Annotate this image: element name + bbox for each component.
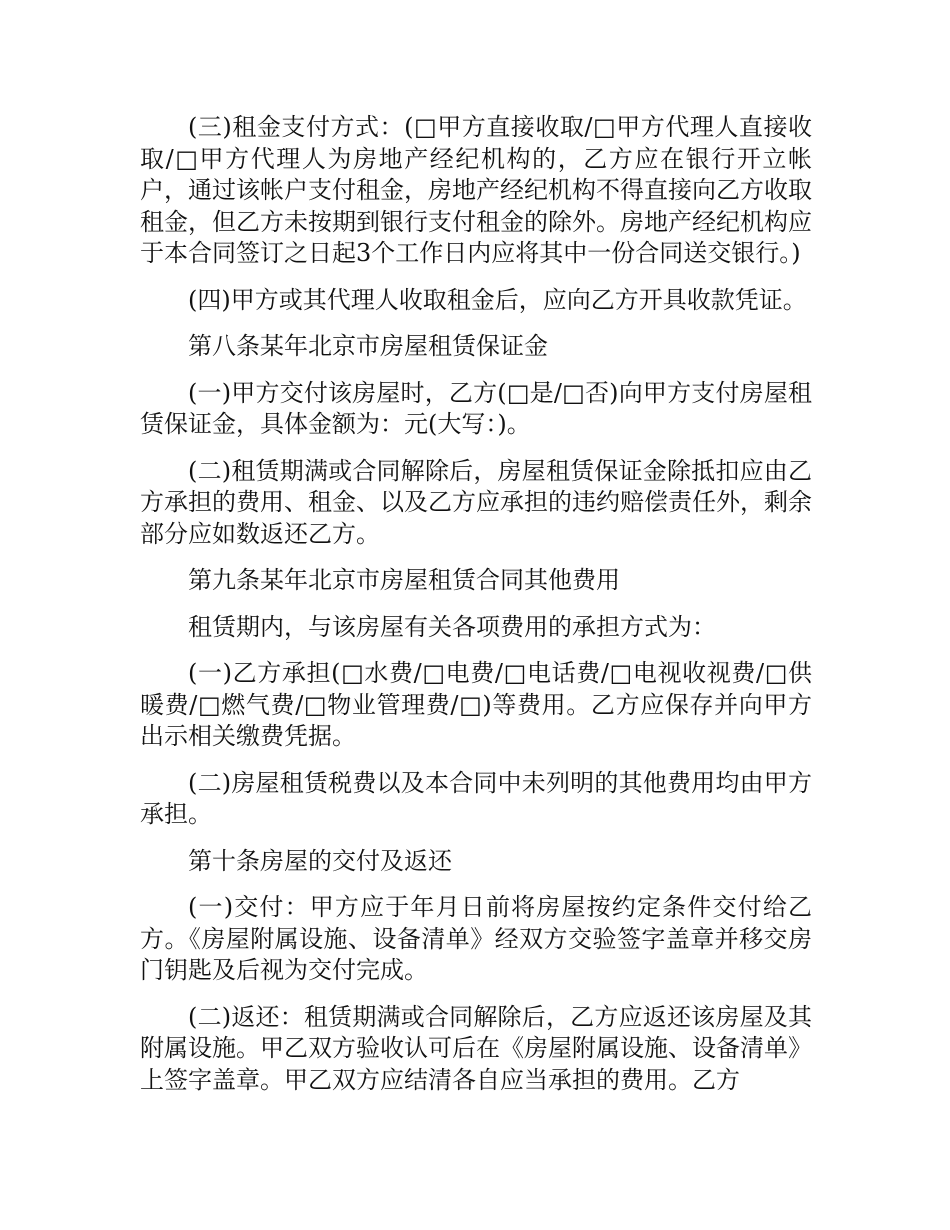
heading-article-8: 第八条某年北京市房屋租赁保证金 (188, 332, 548, 360)
paragraph-delivery: (一)交付：甲方应于年月日前将房屋按约定条件交付给乙方。《房屋附属设施、设备清单》经双方交验签字盖章并移交房门钥匙及后视为交付完成。 (140, 893, 812, 984)
paragraph-fee-intro: 租赁期内，与该房屋有关各项费用的承担方式为： (188, 612, 716, 641)
paragraph-return: (二)返还：租赁期满或合同解除后，乙方应返还该房屋及其附属设施。甲乙双方验收认可后在《房屋附属设施、设备清单》上签字盖章。甲乙双方应结清各自应当承担的费用。乙方 (140, 1002, 812, 1094)
heading-article-9: 第九条某年北京市房屋租赁合同其他费用 (188, 566, 620, 594)
paragraph-landlord-fees: (二)房屋租赁税费以及本合同中未列明的其他费用均由甲方承担。 (140, 768, 812, 828)
document-body (140, 112, 812, 1111)
paragraph-deposit-return: (二)租赁期满或合同解除后，房屋租赁保证金除抵扣应由乙方承担的费用、租金、以及乙方应承担的违约赔偿责任外，剩余部分应如数返还乙方。 (140, 456, 812, 548)
paragraph-tenant-fees: (一)乙方承担(□水费/□电费/□电话费/□电视收视费/□供暖费/□燃气费/□物业管理费/□)等费用。乙方应保存并向甲方出示相关缴费凭据。 (140, 659, 812, 750)
paragraph-rent-payment-method: (三)租金支付方式：(□甲方直接收取/□甲方代理人直接收取/□甲方代理人为房地产经纪机构的，乙方应在银行开立帐户，通过该帐户支付租金，房地产经纪机构不得直接向乙方收取租金，但乙方未按期到银行支付租金的除外。房地产经纪机构应于本合同签订之日起3个工作日内应将其中一份合同送交银行。) (140, 113, 812, 267)
heading-article-10: 第十条房屋的交付及返还 (188, 846, 452, 875)
paragraph-rent-receipt: (四)甲方或其代理人收取租金后，应向乙方开具收款凭证。 (188, 285, 807, 314)
paragraph-deposit-payment: (一)甲方交付该房屋时，乙方(□是/□否)向甲方支付房屋租赁保证金，具体金额为：元(大写：)。 (140, 378, 812, 438)
